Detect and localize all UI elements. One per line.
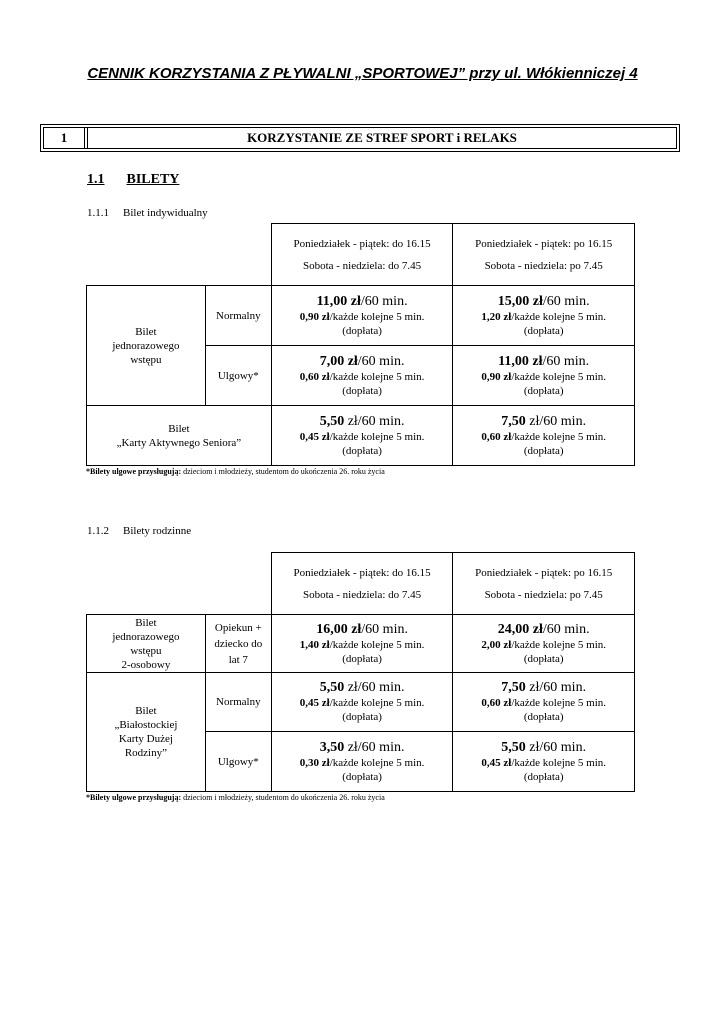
subsection-number: 1.1: [87, 172, 105, 187]
blank-cell: [87, 224, 206, 286]
price-cell: [271, 346, 453, 406]
extra-price: 2,00 zł: [481, 638, 512, 651]
header-line: Poniedziałek - piątek: po 16.15: [475, 237, 613, 250]
price-unit: zł/60 min.: [525, 680, 587, 695]
header-line: Sobota - niedziela: do 7.45: [302, 588, 422, 601]
family-price-table: [86, 552, 635, 792]
price-unit: /60 min.: [360, 293, 408, 309]
price-value: 11,00 zł: [498, 353, 543, 369]
individual-price-table: [86, 223, 635, 466]
price-cell: [453, 346, 635, 406]
family-title: Bilety rodzinne: [123, 525, 192, 537]
subsection-title: BILETY: [126, 172, 180, 187]
price-cell: [453, 732, 635, 792]
price-unit: /60 min.: [542, 621, 590, 637]
price-cell: [453, 615, 635, 673]
extra-text: /każde kolejne 5 min.: [511, 370, 607, 383]
row-label-cell: Ulgowy*: [205, 732, 271, 792]
footnote-text: dzieciom i młodzieży, studentom do ukończenia 26. roku życia: [181, 467, 385, 476]
group-label-cell: Bilet jednorazowego wstępu: [87, 286, 206, 406]
family-footnote: [86, 793, 385, 802]
price-unit: zł/60 min.: [344, 413, 405, 429]
extra-text: /każde kolejne 5 min.: [329, 697, 425, 709]
extra-text: /każde kolejne 5 min.: [329, 638, 425, 651]
extra-text: /każde kolejne 5 min.: [511, 430, 607, 443]
price-value: 7,50: [501, 413, 526, 429]
surcharge-note: (dopłata): [342, 384, 382, 397]
surcharge-note: (dopłata): [523, 384, 564, 397]
surcharge-note: (dopłata): [342, 444, 382, 457]
header-line: Sobota - niedziela: po 7.45: [484, 259, 603, 272]
price-value: 5,50: [319, 680, 345, 695]
section-title: KORZYSTANIE ZE STREF SPORT i RELAKS: [247, 130, 517, 145]
price-unit: /60 min.: [542, 353, 590, 369]
subsection-heading: [87, 172, 179, 188]
row-label-cell: Normalny: [205, 673, 271, 732]
group-label-cell: Bilet „Białostockiej Karty Dużej Rodziny”: [87, 673, 206, 792]
price-value: 7,00 zł: [319, 353, 358, 369]
price-cell: [453, 673, 635, 732]
extra-price: 0,45 zł: [299, 430, 330, 443]
price-cell: [453, 406, 635, 466]
extra-price: 1,40 zł: [299, 638, 330, 651]
surcharge-note: (dopłata): [342, 770, 382, 783]
table-row: [87, 286, 635, 346]
price-value: 15,00 zł: [497, 293, 543, 309]
header-line: Poniedziałek - piątek: po 16.15: [475, 566, 613, 579]
individual-number: 1.1.1: [87, 207, 109, 219]
individual-title: Bilet indywidualny: [123, 207, 208, 219]
price-unit: zł/60 min.: [525, 413, 587, 429]
extra-text: /każde kolejne 5 min.: [329, 756, 425, 769]
price-unit: zł/60 min.: [525, 739, 587, 755]
price-cell: [453, 286, 635, 346]
extra-price: 0,60 zł: [481, 697, 512, 709]
price-cell: [271, 406, 453, 466]
price-value: 3,50: [319, 739, 345, 755]
table-row: [87, 673, 635, 732]
header-line: Sobota - niedziela: po 7.45: [484, 588, 603, 601]
table-row: [87, 406, 635, 466]
header-cell-before: [271, 553, 453, 615]
extra-price: 0,45 zł: [299, 697, 330, 709]
extra-price: 1,20 zł: [481, 310, 512, 323]
header-cell-after: [453, 553, 635, 615]
surcharge-note: (dopłata): [523, 324, 564, 337]
family-number: 1.1.2: [87, 525, 109, 537]
individual-heading: [87, 207, 208, 219]
extra-price: 0,90 zł: [299, 310, 330, 323]
footnote-text: dzieciom i młodzieży, studentom do ukończenia 26. roku życia: [181, 793, 385, 802]
extra-text: /każde kolejne 5 min.: [511, 756, 607, 769]
row-label-cell: Opiekun + dziecko do lat 7: [205, 615, 271, 673]
extra-text: /każde kolejne 5 min.: [329, 370, 425, 383]
price-unit: /60 min.: [357, 353, 405, 369]
price-unit: zł/60 min.: [344, 739, 405, 755]
section-number: 1: [44, 128, 85, 148]
extra-text: /każde kolejne 5 min.: [329, 430, 425, 443]
surcharge-note: (dopłata): [523, 444, 564, 457]
extra-price: 0,60 zł: [481, 430, 512, 443]
header-line: Poniedziałek - piątek: do 16.15: [293, 566, 431, 579]
blank-cell: [87, 553, 206, 615]
table-row: [87, 615, 635, 673]
header-line: Sobota - niedziela: do 7.45: [302, 259, 422, 272]
surcharge-note: (dopłata): [523, 652, 564, 665]
surcharge-note: (dopłata): [523, 711, 564, 723]
row-label-cell: Normalny: [205, 286, 271, 346]
group-label-cell: Bilet jednorazowego wstępu 2-osobowy: [87, 615, 206, 673]
footnote-bold: *Bilety ulgowe przysługują:: [86, 793, 182, 802]
price-value: 5,50: [501, 739, 526, 755]
blank-cell: [205, 224, 271, 286]
extra-text: /każde kolejne 5 min.: [511, 638, 607, 651]
individual-footnote: [86, 467, 385, 476]
row-label-cell: Ulgowy*: [205, 346, 271, 406]
extra-text: /każde kolejne 5 min.: [329, 310, 425, 323]
senior-label-line: „Karty Aktywnego Seniora”: [116, 436, 242, 449]
header-line: Poniedziałek - piątek: do 16.15: [293, 237, 431, 250]
price-value: 24,00 zł: [497, 621, 543, 637]
extra-price: 0,60 zł: [299, 370, 330, 383]
family-heading: [87, 525, 191, 537]
price-cell: [271, 286, 453, 346]
header-cell-before: [271, 224, 453, 286]
surcharge-note: (dopłata): [342, 652, 382, 665]
senior-label-line: Bilet: [168, 422, 190, 435]
footnote-bold: *Bilety ulgowe przysługują:: [86, 467, 182, 476]
price-value: 11,00 zł: [316, 293, 361, 309]
price-value: 7,50: [501, 680, 526, 695]
extra-price: 0,90 zł: [481, 370, 512, 383]
price-cell: [271, 673, 453, 732]
section-header-inner: [43, 127, 677, 149]
extra-text: /każde kolejne 5 min.: [511, 697, 607, 709]
price-cell: [271, 732, 453, 792]
header-cell-after: [453, 224, 635, 286]
price-unit: zł/60 min.: [344, 680, 405, 695]
price-unit: /60 min.: [361, 621, 408, 637]
individual-header-row: [87, 224, 635, 286]
extra-price: 0,30 zł: [299, 756, 330, 769]
surcharge-note: (dopłata): [523, 770, 564, 783]
extra-text: /każde kolejne 5 min.: [511, 310, 607, 323]
price-value: 5,50: [319, 413, 345, 429]
family-header-row: [87, 553, 635, 615]
senior-label-cell: [87, 406, 272, 466]
price-cell: [271, 615, 453, 673]
price-value: 16,00 zł: [316, 621, 362, 637]
surcharge-note: (dopłata): [342, 711, 382, 723]
price-unit: /60 min.: [542, 293, 590, 309]
blank-cell: [205, 553, 271, 615]
surcharge-note: (dopłata): [342, 324, 382, 337]
document-title: CENNIK KORZYSTANIA Z PŁYWALNI „SPORTOWEJ” przy ul. Włókienniczej 4: [87, 65, 638, 82]
section-header: [40, 124, 680, 152]
extra-price: 0,45 zł: [481, 756, 512, 769]
